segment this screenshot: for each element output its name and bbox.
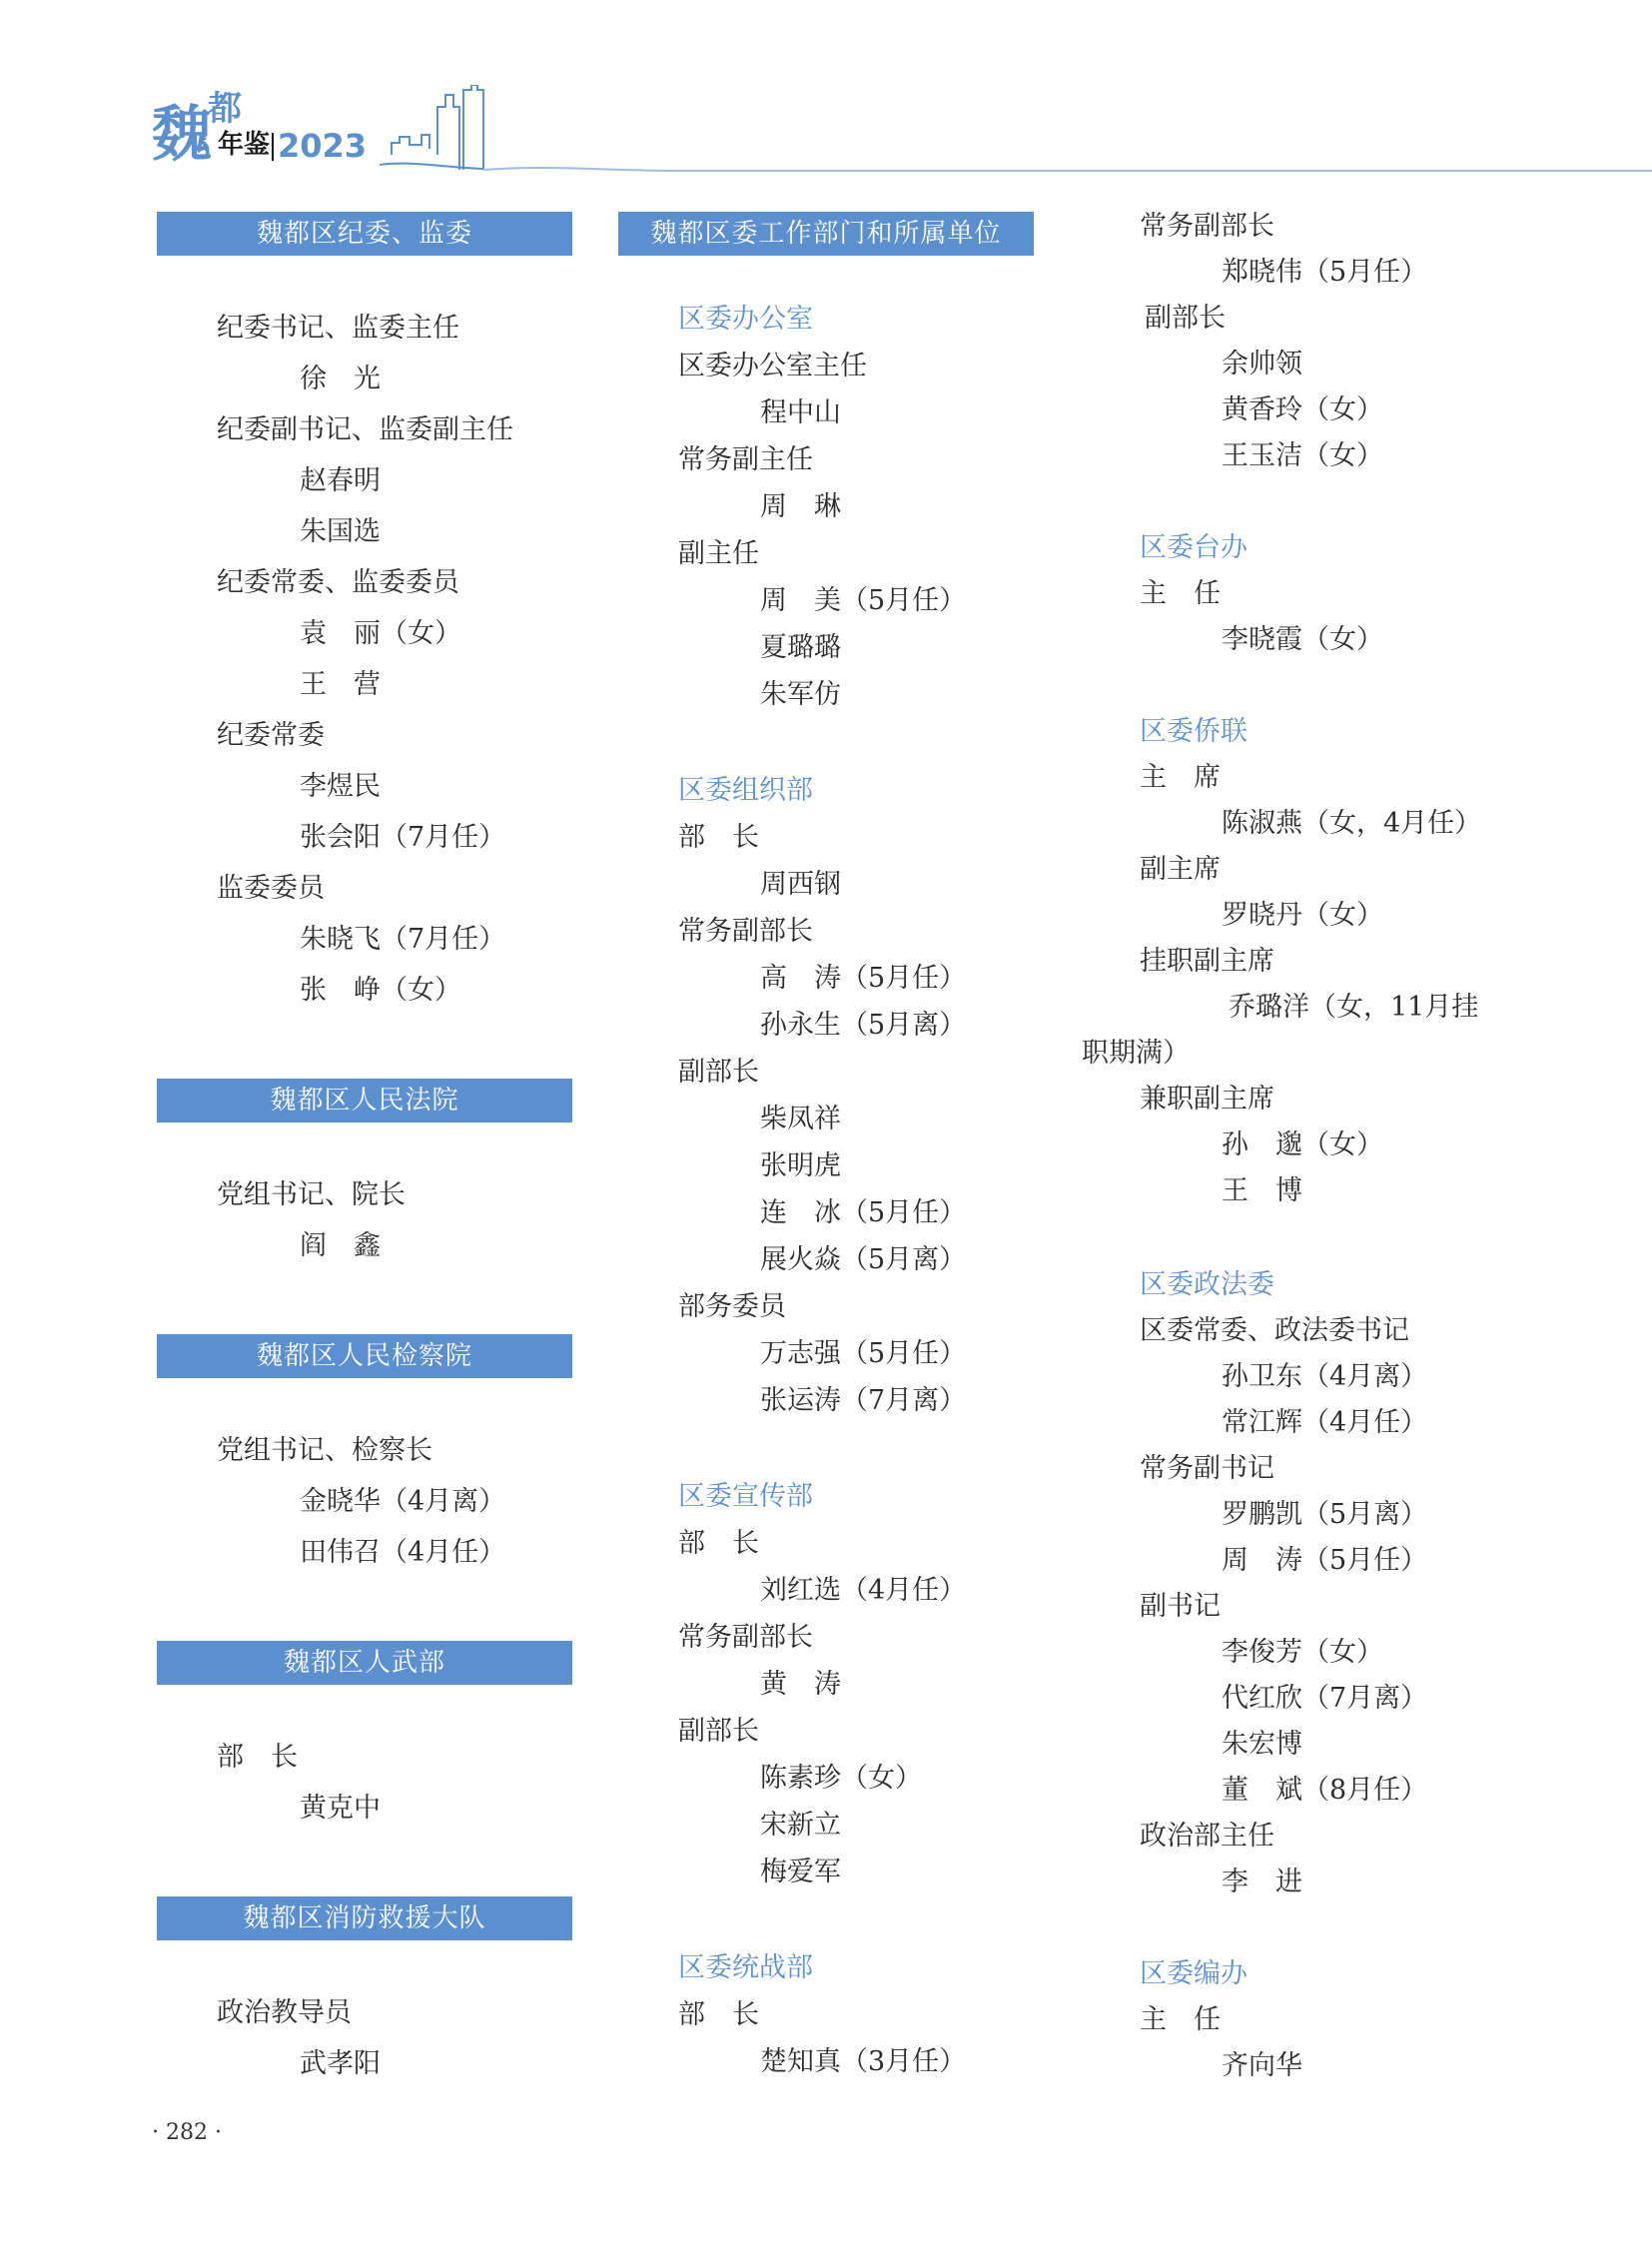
person-name: 齐向华 (1222, 2050, 1302, 2081)
logo-second-char: 都 (208, 89, 242, 129)
position-title: 常务副部长 (1140, 211, 1274, 242)
person-name: 朱军仿 (760, 679, 841, 710)
person-name: 赵春明 (300, 465, 381, 496)
person-name: 周西钢 (760, 869, 841, 900)
department-heading: 区委编办 (1140, 1958, 1247, 1989)
person-name: 王 博 (1222, 1175, 1302, 1206)
person-name: 张明虎 (760, 1150, 841, 1181)
logo-main-char: 魏 (152, 100, 212, 170)
person-name: 陈淑燕（女，4月任） (1222, 808, 1482, 839)
department-heading: 区委台办 (1140, 532, 1247, 563)
logo-separator (272, 133, 274, 161)
person-name: 张会阳（7月任） (300, 822, 506, 853)
person-name: 武孝阳 (300, 2048, 381, 2079)
page-number: · 282 · (152, 2120, 222, 2145)
position-title: 常务副书记 (1140, 1453, 1274, 1484)
person-name: 连 冰（5月任） (760, 1197, 967, 1228)
position-title: 常务副部长 (678, 1622, 813, 1653)
person-name: 朱国选 (300, 516, 381, 547)
person-name: 万志强（5月任） (760, 1338, 967, 1369)
person-name: 刘红选（4月任） (760, 1575, 967, 1606)
position-title: 纪委书记、监委主任 (217, 313, 459, 344)
position-title: 挂职副主席 (1140, 946, 1274, 977)
person-name: 展火焱（5月离） (760, 1244, 967, 1275)
position-title: 部 长 (678, 822, 759, 853)
person-name: 黄 涛 (760, 1669, 841, 1700)
person-name: 李晓霞（女） (1222, 624, 1383, 655)
person-name: 梅爱军 (760, 1857, 841, 1887)
skyline-graphic (380, 85, 1652, 185)
person-name: 罗鹏凯（5月离） (1222, 1499, 1428, 1530)
department-heading: 区委办公室 (678, 304, 813, 335)
person-name: 乔璐洋（女，11月挂 (1229, 992, 1479, 1023)
position-title: 部 长 (678, 1528, 759, 1559)
person-name: 王玉洁（女） (1222, 440, 1383, 471)
section-banner: 魏都区消防救援大队 (157, 1896, 572, 1940)
person-name: 柴凤祥 (760, 1104, 841, 1134)
department-heading: 区委统战部 (678, 1952, 813, 1983)
position-title: 副部长 (678, 1057, 759, 1088)
person-name: 徐 光 (300, 364, 381, 394)
person-name: 常江辉（4月任） (1222, 1407, 1428, 1438)
section-banner: 魏都区人武部 (157, 1641, 572, 1685)
position-title: 区委常委、政法委书记 (1140, 1315, 1409, 1346)
person-name: 黄克中 (300, 1793, 381, 1824)
position-title: 部务委员 (678, 1291, 786, 1322)
section-banner: 魏都区人民法院 (157, 1079, 572, 1122)
position-title: 副主任 (678, 538, 759, 569)
person-name: 周 涛（5月任） (1222, 1545, 1428, 1576)
department-heading: 区委侨联 (1140, 716, 1247, 747)
person-name: 黄香玲（女） (1222, 394, 1383, 425)
position-title: 副部长 (678, 1716, 759, 1747)
department-heading: 区委政法委 (1140, 1269, 1274, 1300)
person-name: 李煜民 (300, 771, 381, 802)
person-name: 程中山 (760, 397, 841, 428)
position-title: 兼职副主席 (1140, 1084, 1274, 1115)
position-title: 主 任 (1140, 2004, 1221, 2035)
position-title: 区委办公室主任 (678, 351, 867, 381)
section-banner: 魏都区纪委、监委 (157, 212, 572, 256)
person-name: 余帅领 (1222, 349, 1302, 379)
person-name: 朱晓飞（7月任） (300, 924, 506, 955)
person-name: 田伟召（4月任） (300, 1537, 506, 1568)
position-title: 监委委员 (217, 873, 325, 904)
position-title: 纪委常委 (217, 720, 325, 751)
person-name: 郑晓伟（5月任） (1222, 257, 1428, 288)
person-name: 袁 丽（女） (300, 618, 461, 649)
position-title: 部 长 (217, 1742, 298, 1773)
logo-year: 2023 (278, 127, 368, 165)
position-title: 部 长 (678, 1999, 759, 2030)
department-heading: 区委组织部 (678, 775, 813, 806)
person-name-continued: 职期满） (1082, 1038, 1190, 1069)
person-name: 夏璐璐 (760, 632, 841, 663)
person-name: 楚知真（3月任） (760, 2046, 967, 2077)
position-title: 党组书记、院长 (217, 1179, 406, 1210)
position-title: 纪委常委、监委委员 (217, 567, 459, 598)
person-name: 陈素珍（女） (760, 1763, 922, 1794)
position-title: 副书记 (1140, 1591, 1221, 1622)
person-name: 李俊芳（女） (1222, 1637, 1383, 1668)
person-name: 孙 邈（女） (1222, 1129, 1383, 1160)
position-title: 常务副主任 (678, 444, 813, 475)
person-name: 高 涛（5月任） (760, 963, 967, 994)
logo-subtitle: 年鉴 (218, 130, 271, 160)
person-name: 朱宏博 (1222, 1729, 1302, 1760)
position-title: 常务副部长 (678, 916, 813, 947)
position-title: 副主席 (1140, 854, 1221, 885)
person-name: 孙永生（5月离） (760, 1010, 967, 1041)
person-name: 宋新立 (760, 1810, 841, 1841)
person-name: 董 斌（8月任） (1222, 1775, 1428, 1806)
person-name: 张 峥（女） (300, 975, 461, 1006)
person-name: 罗晓丹（女） (1222, 900, 1383, 931)
person-name: 周 美（5月任） (760, 585, 967, 616)
person-name: 阎 鑫 (300, 1230, 381, 1261)
person-name: 金晓华（4月离） (300, 1486, 506, 1517)
section-banner: 魏都区委工作部门和所属单位 (618, 212, 1034, 256)
position-title: 政治教导员 (217, 1997, 352, 2028)
department-heading: 区委宣传部 (678, 1481, 813, 1512)
person-name: 李 进 (1222, 1867, 1302, 1897)
person-name: 周 琳 (760, 491, 841, 522)
person-name: 王 营 (300, 669, 381, 700)
page-header (0, 0, 1652, 190)
position-title: 主 任 (1140, 578, 1221, 609)
position-title: 副部长 (1145, 303, 1226, 334)
person-name: 孙卫东（4月离） (1222, 1361, 1428, 1392)
person-name: 张运涛（7月离） (760, 1385, 967, 1416)
section-banner: 魏都区人民检察院 (157, 1334, 572, 1378)
position-title: 政治部主任 (1140, 1821, 1274, 1852)
person-name: 代红欣（7月离） (1222, 1683, 1428, 1714)
position-title: 党组书记、检察长 (217, 1435, 432, 1466)
position-title: 主 席 (1140, 762, 1221, 793)
position-title: 纪委副书记、监委副主任 (217, 414, 513, 445)
